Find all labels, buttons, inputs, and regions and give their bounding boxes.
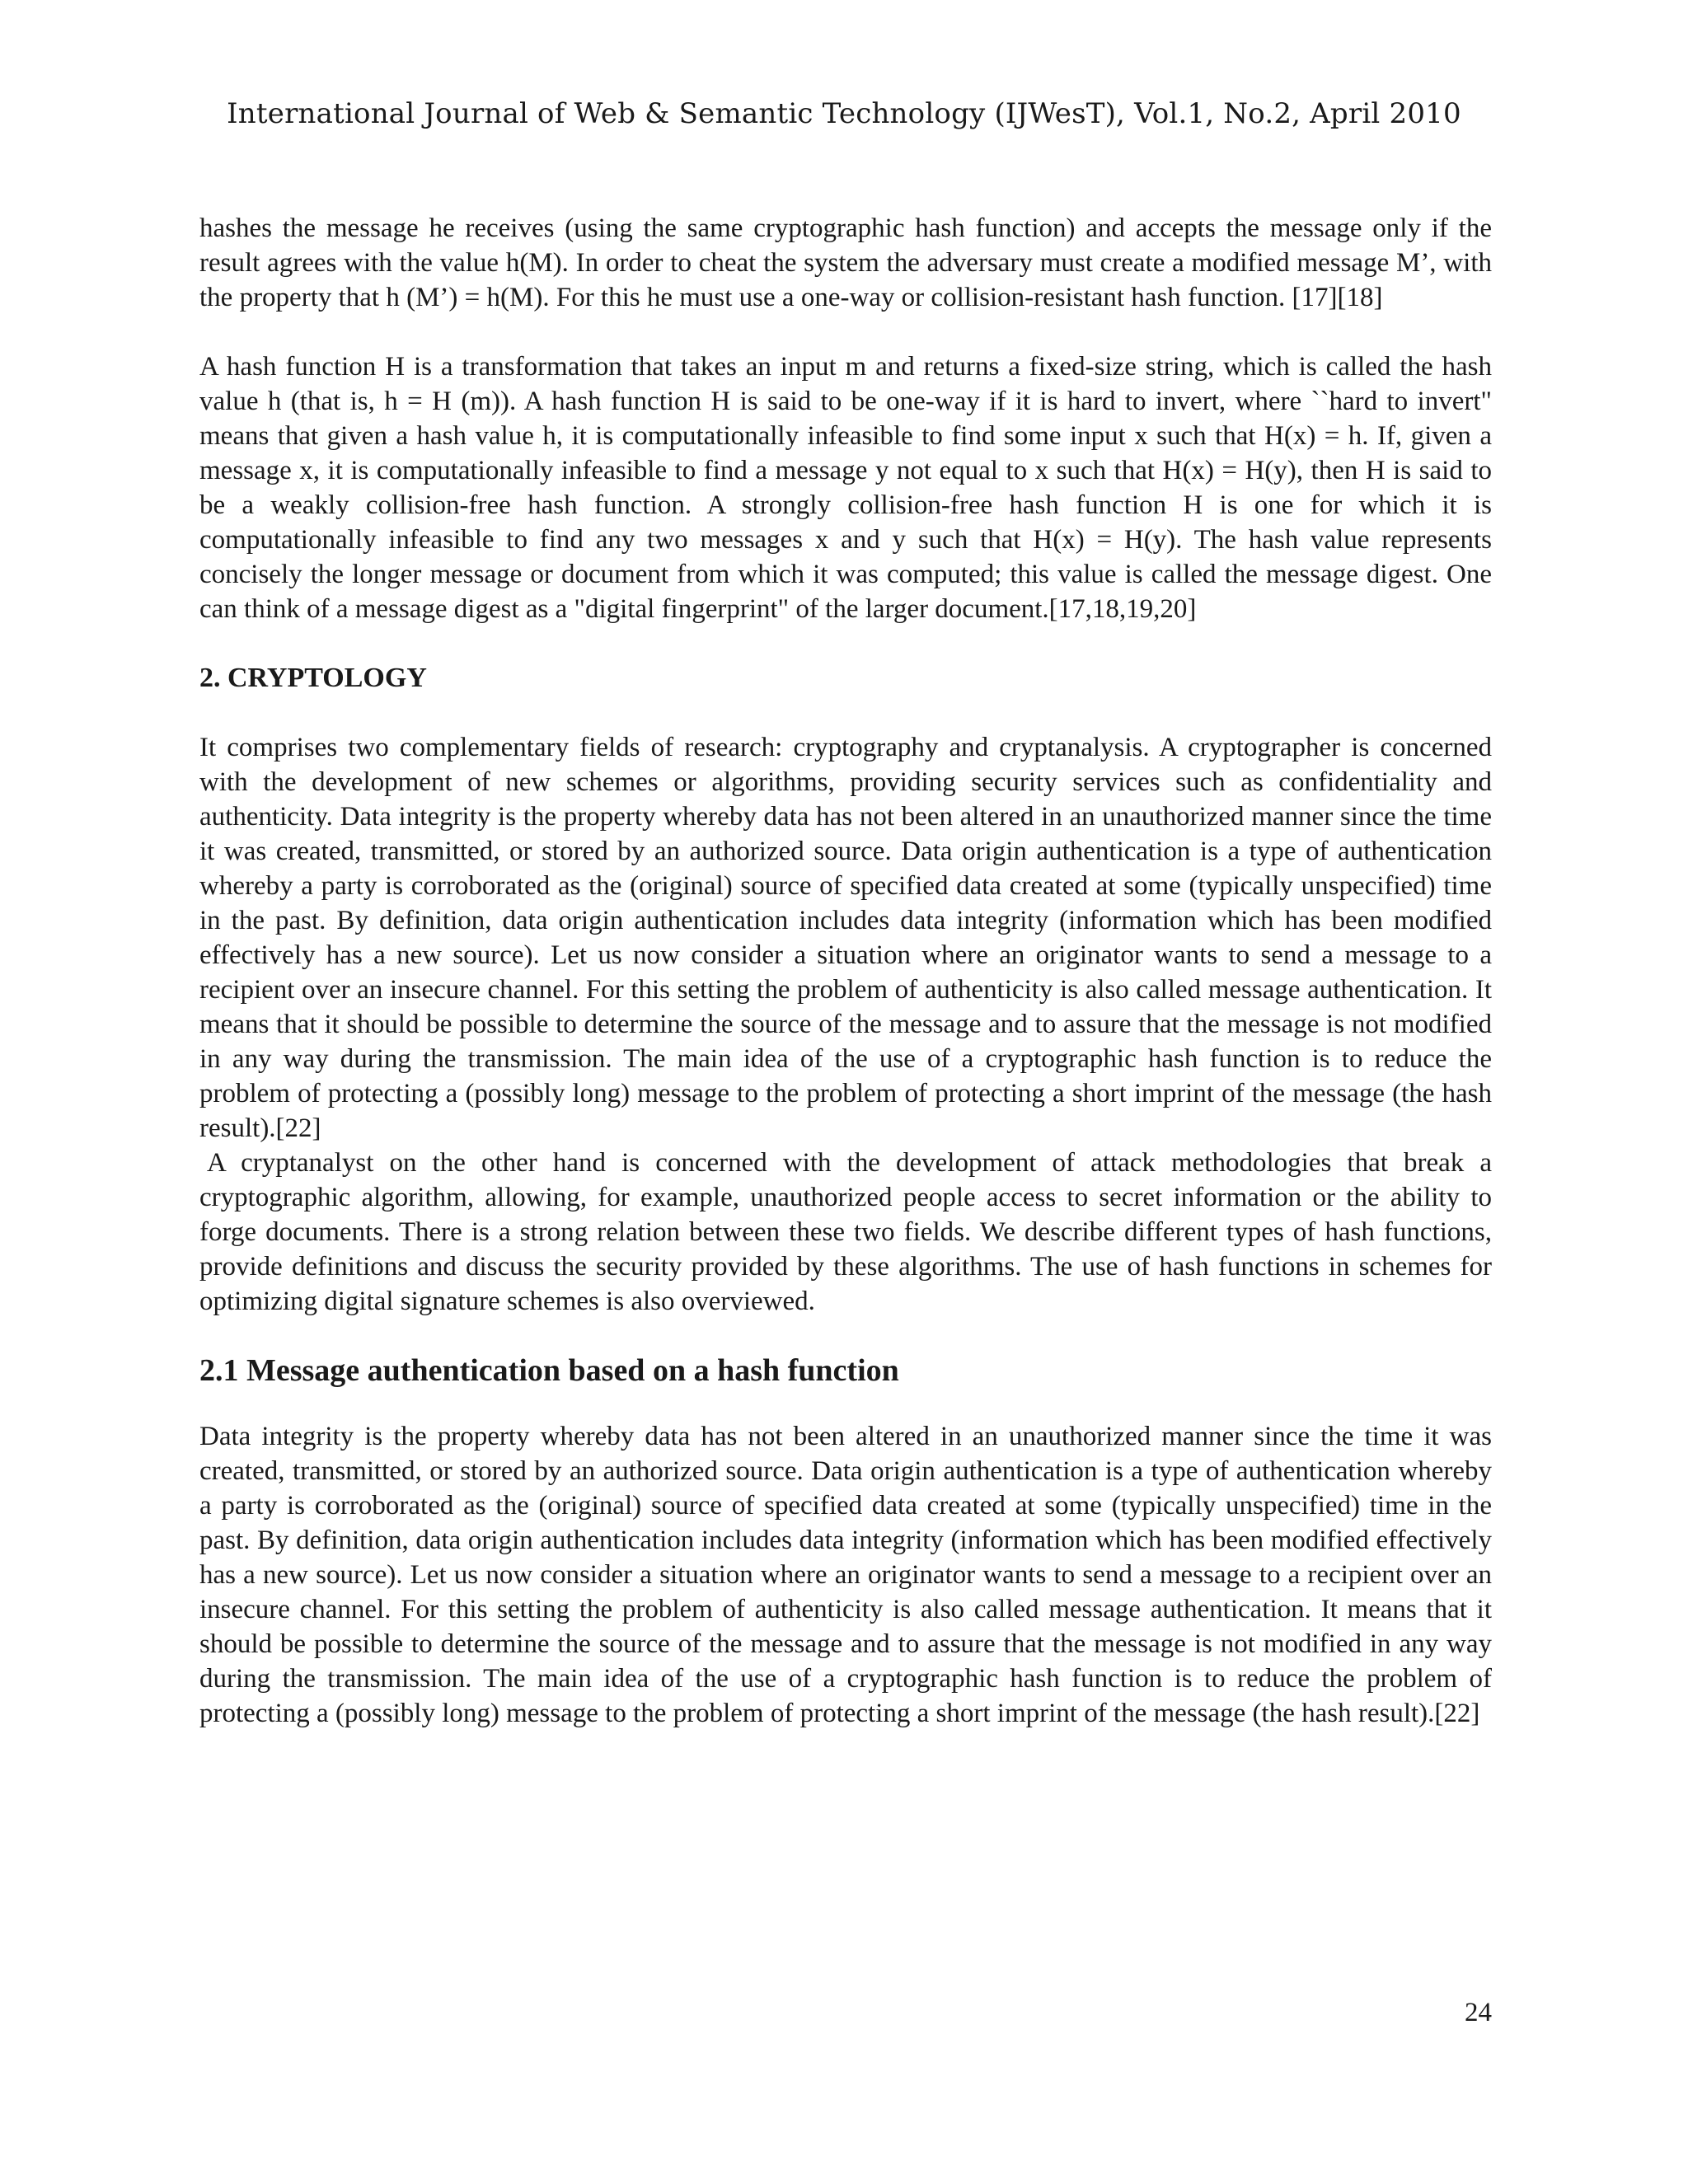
paragraph-hash-function-definition: A hash function H is a transformation that takes an input m and returns a fixed-size string, which is called the hash value h (that is, h = H (m)). A hash function H is said to be one-way if it is hard to invert, where ``hard to invert" means that given a hash value h, it is computationally infeasible to find some input x such that H(x) = h. If, given a message x, it is computationally infeasible to find a message y not equal to x such that H(x) = H(y), then H is said to be a weakly collision-free hash function. A strongly collision-free hash function H is one for which it is computationally infeasible to find any two messages x and y such that H(x) = H(y). The hash value represents concisely the longer message or document from which it was computed; this value is called the message digest. One can think of a message digest as a "digital fingerprint" of the larger document.[17,18,19,20] [199, 352, 1492, 624]
paragraph-cryptanalyst: A cryptanalyst on the other hand is concerned with the development of attack methodologies that break a cryptographic algorithm, allowing, for example, unauthorized people access to secret information or the ability to forge documents. There is a strong relation between these two fields. We describe different types of hash functions, provide definitions and discuss the security provided by these algorithms. The use of hash functions in schemes for optimizing digital signature schemes is also overviewed. [199, 1148, 1492, 1316]
section-heading-cryptology: 2. CRYPTOLOGY [199, 663, 427, 693]
paragraph-cryptology-overview: It comprises two complementary fields of research: cryptography and cryptanalysis. A cryptographer is concerned with the development of new schemes or algorithms, providing security services such as confidentiality and authenticity. Data integrity is the property whereby data has not been altered in an unauthorized manner since the time it was created, transmitted, or stored by an authorized source. Data origin authentication is a type of authentication whereby a party is corroborated as the (original) source of specified data created at some (typically unspecified) time in the past. By definition, data origin authentication includes data integrity (information which has been modified effectively has a new source). Let us now consider a situation where an originator wants to send a message to a recipient over an insecure channel. For this setting the problem of authenticity is also called message authentication. It means that it should be possible to determine the source of the message and to assure that the message is not modified in any way during the transmission. The main idea of the use of a cryptographic hash function is to reduce the problem of protecting a (possibly long) message to the problem of protecting a short imprint of the message (the hash result).[22] [199, 733, 1492, 1143]
paragraph-message-authentication: Data integrity is the property whereby data has not been altered in an unauthorized manner since the time it was created, transmitted, or stored by an authorized source. Data origin authentication is a type of authentication whereby a party is corroborated as the (original) source of specified data created at some (typically unspecified) time in the past. By definition, data origin authentication includes data integrity (information which has been modified effectively has a new source). Let us now consider a situation where an originator wants to send a message to a recipient over an insecure channel. For this setting the problem of authenticity is also called message authentication. It means that it should be possible to determine the source of the message and to assure that the message is not modified in any way during the transmission. The main idea of the use of a cryptographic hash function is to reduce the problem of protecting a (possibly long) message to the problem of protecting a short imprint of the message (the hash result).[22] [199, 1422, 1492, 1728]
running-header: International Journal of Web & Semantic Technology (IJWesT), Vol.1, No.2, April 2010 [227, 97, 1461, 130]
subsection-heading-message-authentication: 2.1 Message authentication based on a hash function [199, 1353, 899, 1388]
page-number: 24 [1465, 1998, 1492, 2027]
paragraph-hash-verification: hashes the message he receives (using the same cryptographic hash function) and accepts the message only if the result agrees with the value h(M). In order to cheat the system the adversary must create a modified message M’, with the property that h (M’) = h(M). For this he must use a one-way or collision-resistant hash function. [17][18] [199, 213, 1492, 312]
page-body [199, 211, 1492, 1731]
